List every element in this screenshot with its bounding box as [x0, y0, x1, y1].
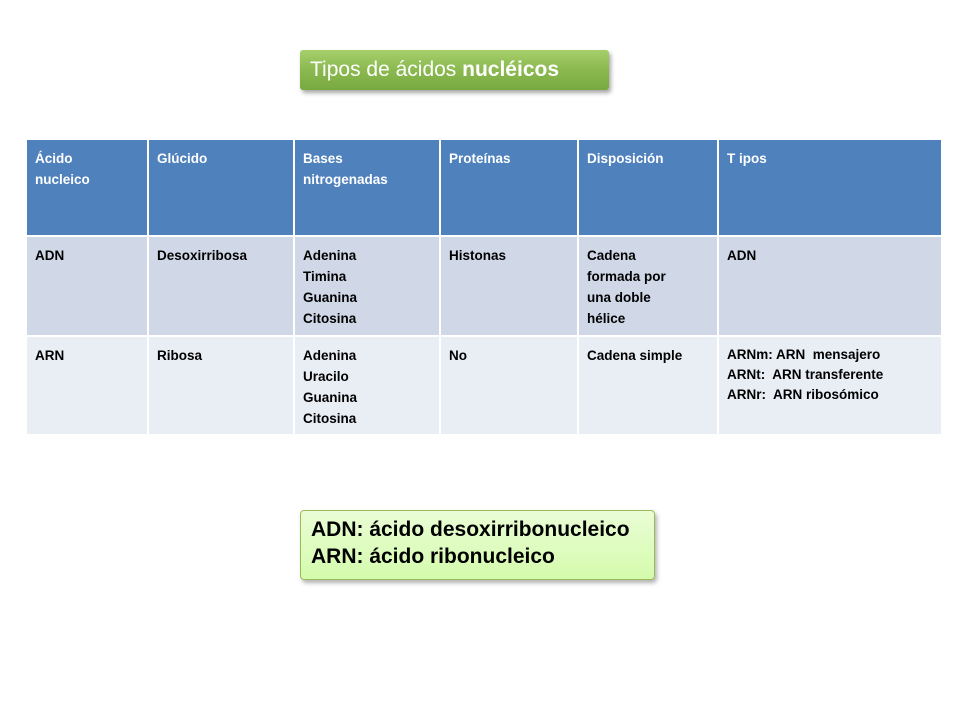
header-arrangement — [578, 140, 718, 236]
cell-line: Timina — [303, 269, 347, 284]
cell-sugar — [148, 336, 294, 434]
cell-types — [718, 336, 941, 434]
cell-line: Guanina — [303, 290, 358, 305]
abbreviation-adn: ADN: ácido desoxirribonucleico — [311, 518, 630, 541]
cell-sugar — [148, 236, 294, 336]
header-line: Proteínas — [449, 151, 511, 166]
cell-line: Uracilo — [303, 369, 349, 384]
abbreviations-box — [300, 510, 655, 580]
slide-title — [300, 50, 609, 90]
cell-line: ADN — [727, 248, 757, 263]
cell-line: Cadena — [587, 248, 636, 263]
slide-title-prefix: Tipos de ácidos — [310, 58, 463, 81]
nucleic-acids-table — [27, 140, 941, 434]
header-line: Bases — [303, 151, 343, 166]
header-line: nucleico — [35, 172, 90, 187]
table-header-row — [27, 140, 941, 236]
cell-line: Histonas — [449, 248, 507, 263]
header-line: nitrogenadas — [303, 172, 388, 187]
cell-bases — [294, 236, 440, 336]
cell-line: una doble — [587, 290, 651, 305]
cell-acid — [27, 336, 148, 434]
cell-line: Citosina — [303, 311, 357, 326]
table-row-arn — [27, 336, 941, 434]
header-proteins — [440, 140, 578, 236]
cell-proteins — [440, 236, 578, 336]
cell-line: hélice — [587, 311, 626, 326]
cell-line: Citosina — [303, 411, 357, 426]
cell-line: Desoxirribosa — [157, 248, 248, 263]
table-row-adn — [27, 236, 941, 336]
header-sugar — [148, 140, 294, 236]
abbreviation-arn: ARN: ácido ribonucleico — [311, 545, 555, 568]
slide-title-bold: nucléicos — [462, 58, 560, 81]
cell-arrangement — [578, 236, 718, 336]
cell-line: Adenina — [303, 248, 357, 263]
cell-line: formada por — [587, 269, 666, 284]
cell-line: Ribosa — [157, 348, 203, 363]
cell-bases — [294, 336, 440, 434]
cell-line: Adenina — [303, 348, 357, 363]
header-bases — [294, 140, 440, 236]
cell-line: ARNm: ARN mensajero — [727, 347, 881, 362]
cell-line: No — [449, 348, 467, 363]
header-line: T ipos — [727, 151, 767, 166]
cell-line: ARNt: ARN transferente — [727, 367, 884, 382]
cell-line: ARNr: ARN ribosómico — [727, 387, 879, 402]
header-types — [718, 140, 941, 236]
cell-line: Cadena simple — [587, 348, 683, 363]
cell-proteins — [440, 336, 578, 434]
header-line: Glúcido — [157, 151, 208, 166]
cell-line: Guanina — [303, 390, 358, 405]
header-line: Disposición — [587, 151, 664, 166]
cell-line: ARN — [35, 348, 65, 363]
cell-arrangement — [578, 336, 718, 434]
header-line: Ácido — [35, 151, 73, 166]
header-acid — [27, 140, 148, 236]
cell-line: ADN — [35, 248, 65, 263]
cell-types — [718, 236, 941, 336]
cell-acid — [27, 236, 148, 336]
